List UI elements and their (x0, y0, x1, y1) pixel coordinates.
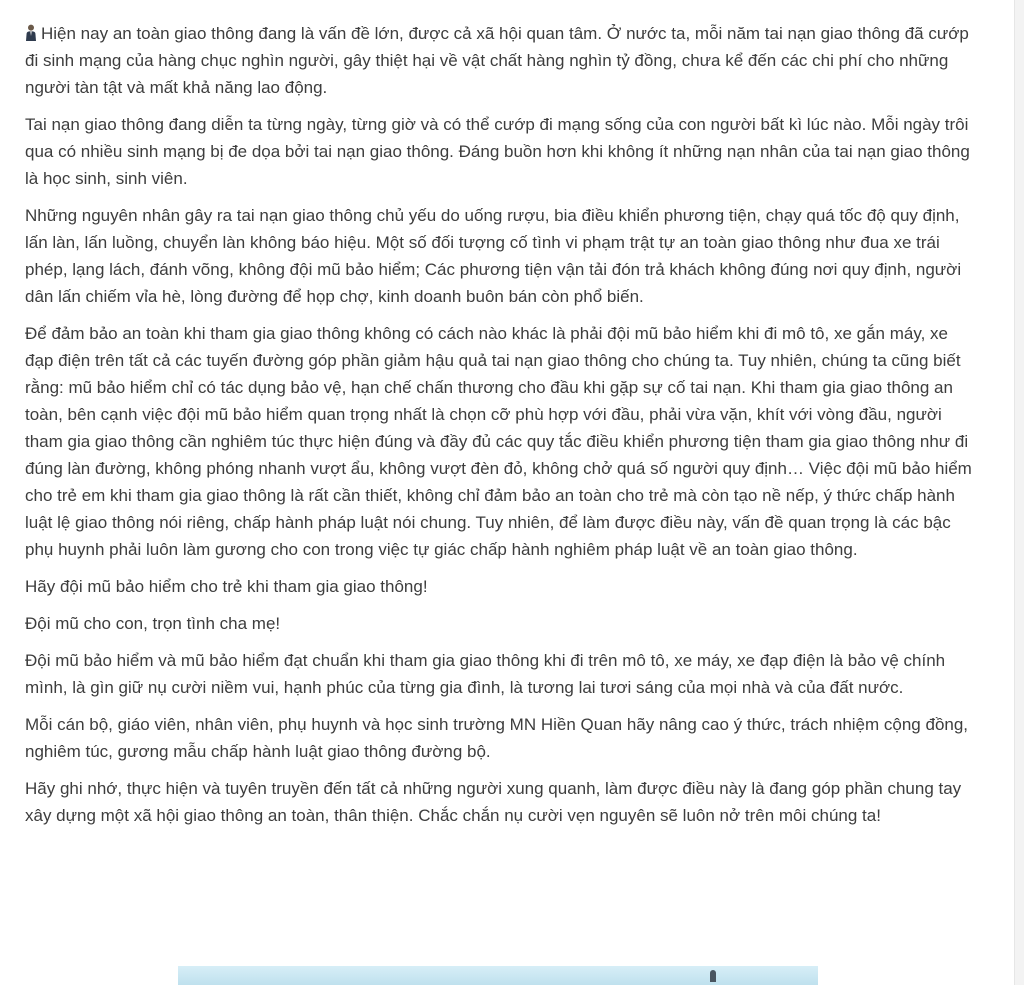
paragraph-1-text: Hiện nay an toàn giao thông đang là vấn đề lớn, được cả xã hội quan tâm. Ở nước ta, mỗi năm tai nạn giao thông đã cướp đi sinh mạng của hàng chục nghìn người, gây thiệt hại về vật chất hàng nghìn tỷ đồng, chưa kể đến các chi phí cho những người tàn tật và mất khả năng lao động. (25, 24, 969, 97)
paragraph-7: Đội mũ bảo hiểm và mũ bảo hiểm đạt chuẩn khi tham gia giao thông khi đi trên mô tô, xe máy, xe đạp điện là bảo vệ chính mình, là gìn giữ nụ cười niềm vui, hạnh phúc của từng gia đình, là tương lai tươi sáng của mọi nhà và của đất nước. (25, 651, 946, 697)
paragraph-3: Những nguyên nhân gây ra tai nạn giao thông chủ yếu do uống rượu, bia điều khiển phương tiện, chạy quá tốc độ quy định, lấn làn, lấn luồng, chuyển làn không báo hiệu. Một số đối tượng cố tình vi phạm trật tự an toàn giao thông như đua xe trái phép, lạng lách, đánh võng, không đội mũ bảo hiểm; Các phương tiện vận tải đón trả khách không đúng nơi quy định, người dân lấn chiếm vỉa hè, lòng đường để họp chợ, kinh doanh buôn bán còn phổ biến. (25, 206, 962, 306)
page-scrollbar[interactable] (1014, 0, 1024, 985)
paragraph-1 (25, 20, 975, 101)
paragraph-6: Đội mũ cho con, trọn tình cha mẹ! (25, 614, 281, 633)
person-icon (25, 23, 37, 41)
article-body (25, 20, 975, 839)
paragraph-5: Hãy đội mũ bảo hiểm cho trẻ khi tham gia giao thông! (25, 577, 428, 596)
paragraph-2: Tai nạn giao thông đang diễn ta từng ngày, từng giờ và có thể cướp đi mạng sống của con người bất kì lúc nào. Mỗi ngày trôi qua có nhiều sinh mạng bị đe dọa bởi tai nạn giao thông. Đáng buồn hơn khi không ít những nạn nhân của tai nạn giao thông là học sinh, sinh viên. (25, 115, 970, 188)
image-detail (710, 970, 716, 982)
paragraph-9: Hãy ghi nhớ, thực hiện và tuyên truyền đến tất cả những người xung quanh, làm được điều này là đang góp phần chung tay xây dựng một xã hội giao thông an toàn, thân thiện. Chắc chắn nụ cười vẹn nguyên sẽ luôn nở trên môi chúng ta! (25, 779, 962, 825)
paragraph-8: Mỗi cán bộ, giáo viên, nhân viên, phụ huynh và học sinh trường MN Hiền Quan hãy nâng cao ý thức, trách nhiệm cộng đồng, nghiêm túc, gương mẫu chấp hành luật giao thông đường bộ. (25, 715, 969, 761)
paragraph-4: Để đảm bảo an toàn khi tham gia giao thông không có cách nào khác là phải đội mũ bảo hiểm khi đi mô tô, xe gắn máy, xe đạp điện trên tất cả các tuyến đường góp phần giảm hậu quả tai nạn giao thông cho chúng ta. Tuy nhiên, chúng ta cũng biết rằng: mũ bảo hiểm chỉ có tác dụng bảo vệ, hạn chế chấn thương cho đầu khi gặp sự cố tai nạn. Khi tham gia giao thông an toàn, bên cạnh việc đội mũ bảo hiểm quan trọng nhất là chọn cỡ phù hợp với đầu, phải vừa vặn, khít với vòng đầu, người tham gia giao thông cần nghiêm túc thực hiện đúng và đầy đủ các quy tắc điều khiển phương tiện tham gia giao thông như đi đúng làn đường, không phóng nhanh vượt ẩu, không vượt đèn đỏ, không chở quá số người quy định… Việc đội mũ bảo hiểm cho trẻ em khi tham gia giao thông là rất cần thiết, không chỉ đảm bảo an toàn cho trẻ mà còn tạo nề nếp, ý thức chấp hành luật lệ giao thông nói riêng, chấp hành pháp luật nói chung. Tuy nhiên, để làm được điều này, vấn đề quan trọng là các bậc phụ huynh phải luôn làm gương cho con trong việc tự giác chấp hành nghiêm pháp luật về an toàn giao thông. (25, 324, 972, 559)
article-image (178, 966, 818, 985)
